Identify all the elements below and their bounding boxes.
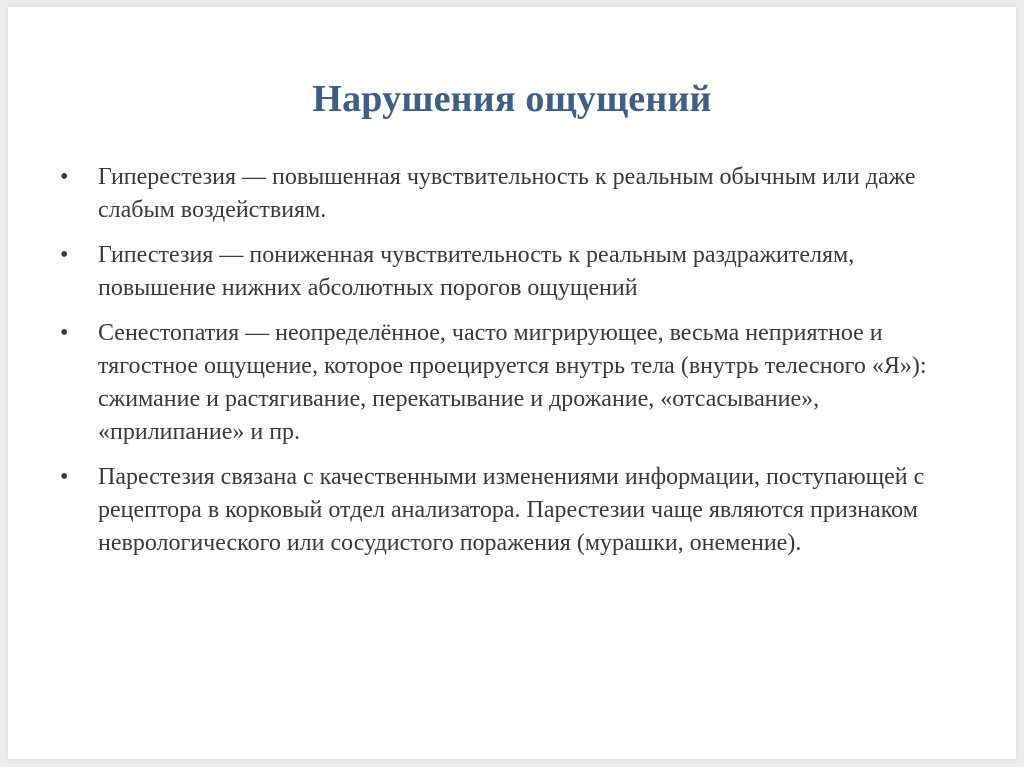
bullet-dot-icon: • xyxy=(60,242,69,268)
bullet-item-hyperesthesia xyxy=(58,161,958,227)
bullet-dot-icon: • xyxy=(60,464,69,490)
bullet-dot-icon: • xyxy=(60,320,69,346)
bullet-list xyxy=(58,161,958,572)
bullet-item-paresthesia xyxy=(58,461,958,560)
bullet-text: Парестезия связана с качественными изменениями информации, поступающей с рецептора в корковый отдел анализатора. Парестезии чаще являются признаком неврологического или сосудистого поражения (мурашки, онемение). xyxy=(98,464,925,556)
bullet-item-hypesthesia xyxy=(58,239,958,305)
bullet-text: Гипестезия — пониженная чувствительность к реальным раздражителям, повышение нижних абсолютных порогов ощущений xyxy=(98,242,855,301)
slide xyxy=(8,7,1016,759)
bullet-text: Сенестопатия — неопределённое, часто мигрирующее, весьма неприятное и тягостное ощущение, которое проецируется внутрь тела (внутрь телесного «Я»): сжимание и растягивание, перекатывание и дрожание, «отсасывание», «прилипание» и пр. xyxy=(98,320,927,445)
slide-title: Нарушения ощущений xyxy=(312,78,712,120)
bullet-dot-icon: • xyxy=(60,164,69,190)
bullet-text: Гиперестезия — повышенная чувствительность к реальным обычным или даже слабым воздействиям. xyxy=(98,164,916,223)
bullet-item-senestopathy xyxy=(58,317,958,449)
